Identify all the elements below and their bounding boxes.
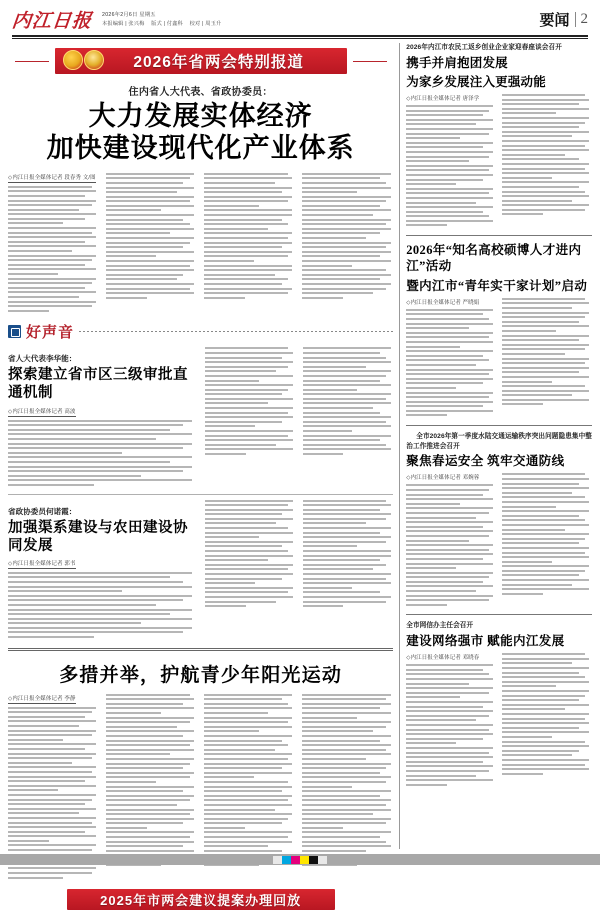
voice-2-headline[interactable]: 加强渠系建设与农田建设协同发展 [8, 519, 188, 554]
column-divider [399, 43, 400, 849]
section-page-flag [539, 9, 588, 31]
right-2-col-2 [502, 298, 592, 419]
mid-feature-byline: ◇内江日报全媒体记者 李静 [8, 695, 76, 702]
swatch-white [273, 856, 282, 864]
masthead-meta [102, 11, 226, 31]
voice-2-col-2 [205, 500, 296, 641]
publication-date: 2026年2月6日 星期五 [102, 12, 156, 19]
voice-1-headline[interactable]: 探索建立省市区三级审批直通机制 [8, 367, 188, 402]
newspaper-logo[interactable]: 内江日报 [10, 11, 94, 32]
swatch-white-2 [318, 856, 327, 864]
right-story-4 [406, 621, 592, 788]
voice-2-head-col [8, 500, 198, 641]
credit-layout: 版式 | 付鑫科 [151, 21, 183, 28]
swatch-magenta [291, 856, 300, 864]
lead-headline[interactable] [8, 101, 393, 165]
right-story-3 [406, 432, 592, 608]
right-story-4-headline-line1[interactable]: 建设网络强市 赋能内江发展 [406, 634, 565, 648]
voice-item-2 [8, 500, 393, 641]
right-story-3-columns [406, 473, 592, 608]
cppcc-emblem-icon [84, 50, 104, 70]
banner-emblems [63, 50, 104, 70]
banner-rule-left [15, 61, 49, 62]
right-story-1 [406, 43, 592, 229]
lead-body-columns [8, 173, 393, 315]
right-story-2-headline-line2[interactable]: 暨内江市“青年实干家计划”启动 [406, 278, 588, 293]
lead-col-4 [302, 173, 393, 315]
right-story-3-headline-line1[interactable]: 聚焦春运安全 筑牢交通防线 [406, 454, 565, 469]
right-story-3-byline: ◇内江日报全媒体记者 邓婉蓉 [406, 475, 480, 482]
masthead-rule-thin [12, 38, 588, 39]
right-story-2-headline-line1[interactable]: 2026年“知名高校硕博人才进内江”活动 [406, 243, 582, 274]
right-story-2 [406, 242, 592, 419]
masthead-rule-thick [12, 35, 588, 37]
mid-feature-headline[interactable]: 多措并举，护航青少年阳光运动 [59, 664, 343, 686]
lead-col-1 [8, 173, 99, 315]
lead-byline: ◇内江日报全媒体记者 段春秀 文/图 [8, 174, 96, 181]
right-3-col-2 [502, 473, 592, 608]
voice-1-kicker: 省人大代表李华能： [8, 354, 77, 364]
voice-section-title: 好声音 [26, 325, 75, 342]
swatch-cyan [282, 856, 291, 864]
right-zone [406, 43, 592, 849]
proposal-replay-banner[interactable] [67, 889, 335, 910]
banner-rule-right [353, 61, 387, 62]
voice-divider-1 [8, 494, 393, 495]
right-divider-1 [406, 235, 592, 236]
voice-2-byline: ◇内江日报全媒体记者 郭书 [8, 560, 76, 567]
swatch-yellow [300, 856, 309, 864]
voice-1-col-3 [303, 347, 394, 488]
mid-feature-divider [8, 648, 393, 651]
right-3-col-1 [406, 473, 496, 608]
right-divider-2 [406, 425, 592, 426]
flag-divider [575, 12, 576, 27]
banner-title: 2026年省两会特别报道 [133, 54, 304, 71]
swatch-black [309, 856, 318, 864]
registration-color-bar [0, 854, 600, 865]
right-story-3-kicker: 全市2026年第一季度水陆交通运输秩序突出问题隐患集中整治工作推进会召开 [406, 433, 592, 450]
credit-proofreader: 校对 | 周玉升 [189, 21, 222, 28]
section-name: 要闻 [539, 13, 570, 29]
right-story-4-kicker: 全市网信办主任会召开 [406, 622, 474, 630]
right-story-1-headline-line2[interactable]: 为家乡发展注入更强动能 [406, 74, 546, 89]
right-1-col-1 [406, 94, 496, 229]
voice-2-kicker: 省政协委员何诺霞： [8, 506, 77, 516]
lead-col-2 [106, 173, 197, 315]
lead-headline-line2: 加快建设现代化产业体系 [46, 132, 355, 163]
right-4-col-1 [406, 653, 496, 788]
right-story-1-byline: ◇内江日报全媒体记者 唐泽学 [406, 96, 480, 103]
right-story-2-columns [406, 298, 592, 419]
right-story-4-byline: ◇内江日报全媒体记者 邓晓春 [406, 655, 480, 662]
page-number: 2 [580, 11, 588, 27]
proposal-replay-banner-text: 2025年市两会建议提案办理回放 [100, 893, 302, 909]
voice-2-col-3 [303, 500, 394, 641]
national-emblem-icon [63, 50, 83, 70]
right-4-col-2 [502, 653, 592, 788]
credit-editor: 本报编辑 | 张兴梅 [102, 21, 145, 28]
right-story-4-columns [406, 653, 592, 788]
voice-1-head-col [8, 347, 198, 488]
masthead-credits [102, 20, 226, 29]
right-story-1-kicker: 2026年内江市农民工返乡创业企业家迎春座谈会召开 [406, 44, 562, 51]
voice-section-header [8, 321, 393, 342]
voice-dotted-rule [79, 331, 393, 332]
page-body [8, 43, 592, 909]
right-story-2-byline: ◇内江日报全媒体记者 严晓娟 [406, 299, 480, 306]
right-story-1-columns [406, 94, 592, 229]
right-2-col-1 [406, 298, 496, 419]
quote-box-icon [8, 325, 21, 338]
right-story-1-headline-line1[interactable]: 携手并肩抱团发展 [406, 55, 508, 70]
lead-headline-line1: 大力发展实体经济 [88, 101, 313, 131]
lead-kicker: 住内省人大代表、省政协委员： [128, 87, 273, 98]
lead-col-3 [204, 173, 295, 315]
left-zone [8, 43, 393, 909]
voice-1-col-2 [205, 347, 296, 488]
masthead [8, 0, 592, 34]
right-divider-3 [406, 614, 592, 615]
voice-1-byline: ◇内江日报全媒体记者 高波 [8, 408, 76, 415]
voice-item-1 [8, 347, 393, 488]
right-1-col-2 [502, 94, 592, 229]
special-report-banner[interactable] [55, 48, 347, 74]
